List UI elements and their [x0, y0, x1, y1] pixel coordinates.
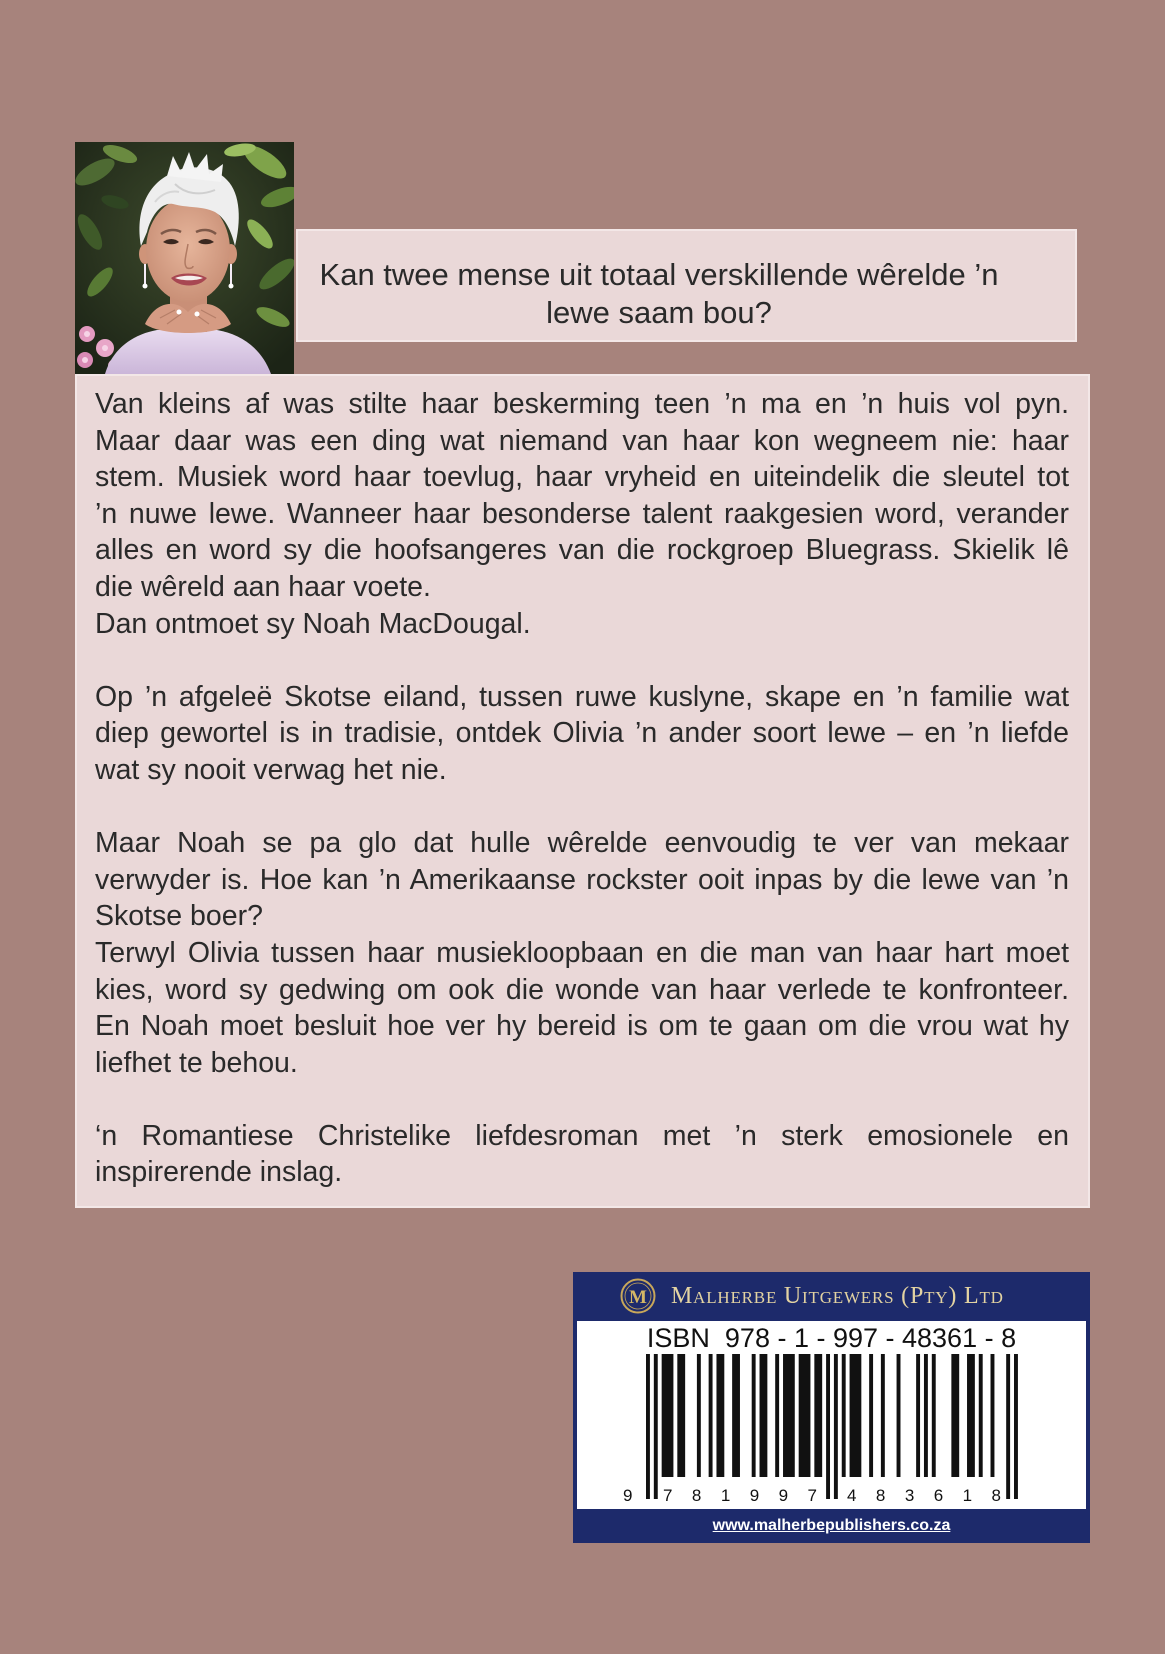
blurb-line: inspirerende inslag. — [95, 1156, 343, 1189]
barcode-bar — [775, 1354, 779, 1477]
author-photo — [75, 142, 294, 374]
logo-letter: M — [629, 1287, 647, 1308]
blurb-box — [75, 374, 1090, 1208]
barcode-bar — [850, 1354, 862, 1477]
blurb-line: Terwyl Olivia tussen haar musiekloopbaan en die man van haar hart moet — [95, 936, 1069, 969]
blurb-line: Maar daar was een ding wat niemand van haar kon wegneem nie: haar — [95, 424, 1069, 457]
blurb-line: Van kleins af was stilte haar beskerming teen ’n ma en ’n huis vol pyn. — [95, 388, 1069, 420]
barcode-bar — [709, 1354, 713, 1477]
blurb-line: verwyder is. Hoe kan ’n Amerikaanse rockster ooit inpas by die lewe van ’n — [95, 863, 1069, 896]
barcode-bar — [979, 1354, 983, 1477]
barcode-bar — [897, 1354, 901, 1477]
blurb-line: En Noah moet besluit hoe ver hy bereid is om te gaan om die vrou wat hy — [95, 1010, 1069, 1043]
barcode-bar — [951, 1354, 959, 1477]
blurb-paragraph — [95, 679, 1069, 789]
barcode-bar — [760, 1354, 768, 1477]
barcode-first-digit: 9 — [623, 1486, 633, 1505]
blurb-section — [95, 825, 1069, 1081]
blurb-line: die wêreld aan haar voete. — [95, 570, 431, 603]
barcode-bar — [814, 1354, 822, 1477]
barcode-bar — [752, 1354, 756, 1477]
barcode-guard-bar — [1006, 1354, 1010, 1499]
barcode-bar — [662, 1354, 674, 1477]
barcode-guard-bar — [1014, 1354, 1018, 1499]
barcode-bar — [991, 1354, 995, 1477]
malherbe-m-logo-icon — [619, 1277, 657, 1315]
barcode-bar — [932, 1354, 936, 1477]
barcode-bars — [646, 1354, 1018, 1499]
barcode-bar — [916, 1354, 920, 1477]
publisher-imprint-block — [573, 1272, 1090, 1543]
barcode-guard-bar — [654, 1354, 658, 1499]
barcode-right-digits: 483618 — [847, 1486, 1001, 1505]
blurb-line: kies, word sy gedwing om ook die wonde van haar verlede te konfronteer. — [95, 973, 1069, 1006]
blurb-paragraph — [95, 935, 1069, 1081]
publisher-website-link[interactable]: www.malherbepublishers.co.za — [712, 1517, 951, 1534]
barcode-bar — [881, 1354, 885, 1477]
barcode-bar — [697, 1354, 701, 1477]
blurb-line: ’n nuwe lewe. Wanneer haar besonderse talent raakgesien word, verander — [95, 497, 1069, 530]
barcode-panel — [577, 1321, 1086, 1509]
blurb-line: Dan ontmoet sy Noah MacDougal. — [95, 607, 531, 640]
blurb-section — [95, 1118, 1069, 1191]
barcode-bar — [869, 1354, 873, 1477]
blurb-text — [95, 386, 1069, 1191]
blurb-paragraph — [95, 606, 1069, 643]
barcode-bar — [783, 1354, 795, 1477]
blurb-line: stem. Musiek word haar toevlug, haar vryheid en uiteindelik die sleutel tot — [95, 461, 1069, 494]
barcode-left-digits: 781997 — [663, 1486, 817, 1505]
blurb-paragraph — [95, 825, 1069, 935]
barcode-guard-bar — [834, 1354, 838, 1499]
blurb-line: wat sy nooit verwag het nie. — [95, 753, 447, 786]
imprint-header — [573, 1272, 1090, 1321]
barcode-bar — [732, 1354, 740, 1477]
blurb-section — [95, 386, 1069, 642]
barcode-bar — [716, 1354, 724, 1477]
isbn-label: ISBN 978 - 1 - 997 - 48361 - 8 — [646, 1323, 1017, 1353]
blurb-line: alles en word sy die hoofsangeres van die rockgroep Bluegrass. Skielik lê — [95, 534, 1069, 567]
tagline-line: Kan twee mense uit totaal verskillende wêrelde ’n — [319, 257, 999, 292]
barcode-bar — [842, 1354, 846, 1477]
blurb-paragraph — [95, 1118, 1069, 1191]
blurb-section — [95, 679, 1069, 789]
blurb-line: Op ’n afgeleë Skotse eiland, tussen ruwe kuslyne, skape en ’n familie wat — [95, 680, 1069, 713]
barcode-bar — [677, 1354, 685, 1477]
imprint-footer — [573, 1509, 1090, 1543]
publisher-name: Malherbe Uitgewers (Pty) Ltd — [671, 1283, 1004, 1309]
blurb-line: Maar Noah se pa glo dat hulle wêrelde eenvoudig te ver van mekaar — [95, 827, 1069, 860]
tagline-box — [296, 229, 1077, 342]
blurb-line: ‘n Romantiese Christelike liefdesroman met ’n sterk emosionele en — [95, 1119, 1069, 1152]
barcode-bar — [967, 1354, 975, 1477]
blurb-line: liefhet te behou. — [95, 1046, 298, 1079]
tagline-line: lewe saam bou? — [546, 295, 772, 330]
barcode-guard-bar — [826, 1354, 830, 1499]
barcode-bar — [799, 1354, 811, 1477]
blurb-line: diep gewortel is in tradisie, ontdek Olivia ’n ander soort lewe – en ’n liefde — [95, 717, 1069, 750]
barcode-bar — [924, 1354, 928, 1477]
blurb-paragraph — [95, 386, 1069, 606]
barcode-guard-bar — [646, 1354, 650, 1499]
blurb-line: Skotse boer? — [95, 900, 263, 933]
